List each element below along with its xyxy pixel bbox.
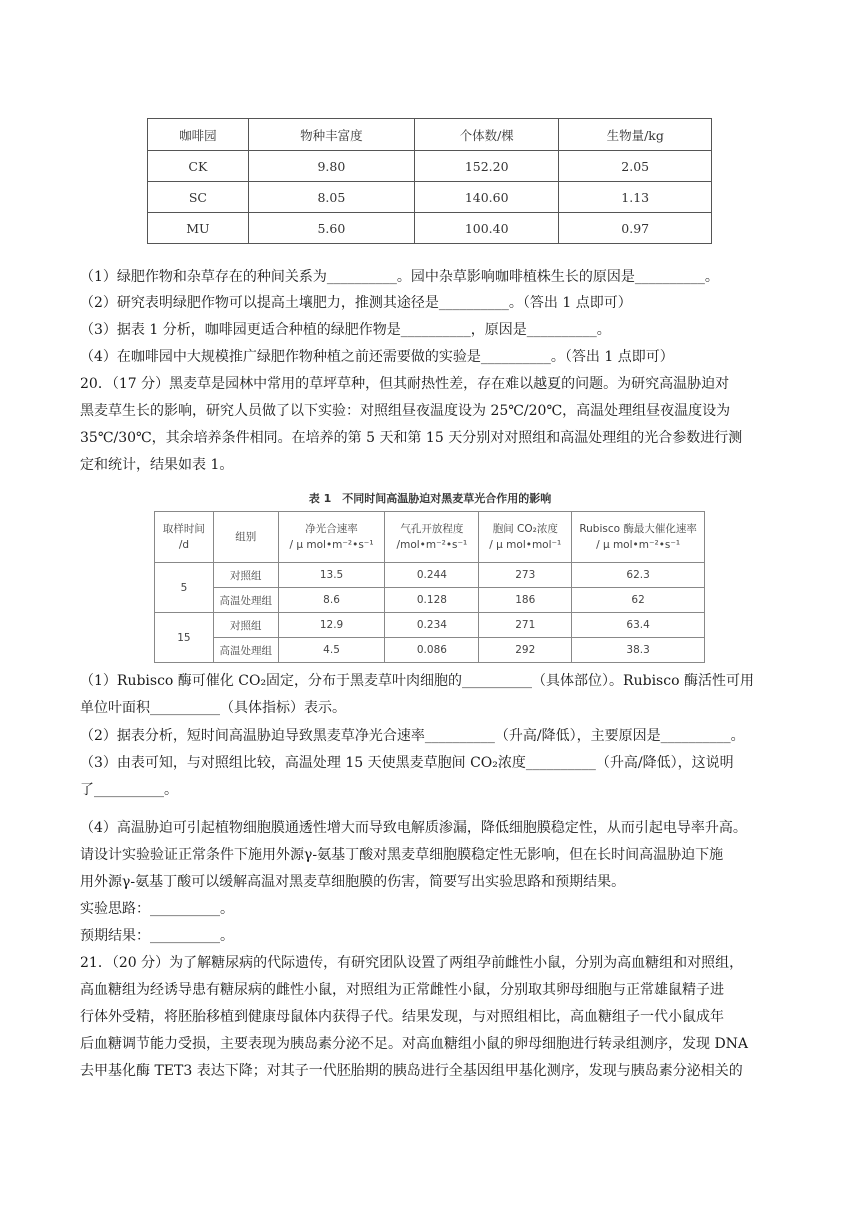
header-text: 胞间 CO₂浓度 (492, 523, 558, 535)
q20-sub3-line1: （3）由表可知，与对照组比较，高温处理 15 天使黑麦草胞间 CO₂浓度__________（升高/降低），这说明 (80, 755, 734, 771)
q20-sub4-line3: 用外源γ-氨基丁酸可以缓解高温对黑麦草细胞膜的伤害，简要写出实验思路和预期结果。 (80, 874, 626, 890)
table-header-cell: 组别 (213, 512, 278, 563)
table-header-row (148, 119, 712, 151)
table-cell: 0.97 (559, 213, 712, 244)
table-cell: 0.128 (385, 588, 479, 613)
q20-stem-line4: 定和统计，结果如表 1。 (80, 457, 234, 473)
table-cell: 5.60 (248, 213, 414, 244)
table-cell: 62 (572, 588, 705, 613)
table-header-cell (572, 512, 705, 563)
table-header-row (155, 512, 705, 563)
table-cell: MU (148, 213, 249, 244)
table-header-cell (155, 512, 214, 563)
table-header-cell: 咖啡园 (148, 119, 249, 151)
table-row (148, 213, 712, 244)
header-text: 净光合速率 (305, 523, 358, 535)
table-row (148, 182, 712, 213)
q20-sub1-line2: 单位叶面积__________（具体指标）表示。 (80, 700, 346, 716)
rye-grass-table (154, 511, 705, 663)
table-cell: 9.80 (248, 151, 414, 182)
q19-sub1: （1）绿肥作物和杂草存在的种间关系为__________。园中杂草影响咖啡植株生长的原因是__________。 (80, 269, 719, 285)
header-unit: /d (178, 539, 190, 551)
table-cell: 62.3 (572, 563, 705, 588)
table-cell: 2.05 (559, 151, 712, 182)
table-cell: 对照组 (213, 563, 278, 588)
table-cell: CK (148, 151, 249, 182)
header-text: Rubisco 酶最大催化速率 (579, 523, 697, 535)
header-text: 气孔开放程度 (400, 523, 464, 535)
table-cell: 273 (479, 563, 572, 588)
table-cell: 4.5 (278, 638, 385, 663)
table-cell: 8.05 (248, 182, 414, 213)
header-text: 取样时间 (162, 523, 205, 535)
q19-sub4: （4）在咖啡园中大规模推广绿肥作物种植之前还需要做的实验是__________。（答出 1 点即可） (80, 349, 674, 365)
table-row (148, 151, 712, 182)
header-unit: / μ mol•mol⁻¹ (489, 539, 562, 551)
q20-sub4-line5: 预期结果：__________。 (80, 928, 234, 944)
q20-sub2: （2）据表分析，短时间高温胁迫导致黑麦草净光合速率__________（升高/降低），主要原因是__________。 (80, 728, 745, 744)
q19-sub2: （2）研究表明绿肥作物可以提高土壤肥力，推测其途径是__________。（答出 1 点即可） (80, 295, 632, 311)
table-cell: 1.13 (559, 182, 712, 213)
q21-stem-line1: 21．（20 分）为了解糖尿病的代际遗传，有研究团队设置了两组孕前雌性小鼠，分别为高血糖组和对照组， (80, 955, 744, 971)
table-cell: 152.20 (414, 151, 558, 182)
table-header-cell (278, 512, 385, 563)
q21-stem-line4: 后血糖调节能力受损，主要表现为胰岛素分泌不足。对高血糖组小鼠的卵母细胞进行转录组测序，发现 DNA (80, 1036, 749, 1052)
table-cell: 高温处理组 (213, 638, 278, 663)
table-cell: 100.40 (414, 213, 558, 244)
table-cell: 38.3 (572, 638, 705, 663)
table-cell: 12.9 (278, 613, 385, 638)
day-cell: 15 (155, 613, 214, 663)
table-cell: 13.5 (278, 563, 385, 588)
table-cell: 0.244 (385, 563, 479, 588)
table-header-cell (385, 512, 479, 563)
q20-sub4-line4: 实验思路：__________。 (80, 901, 234, 917)
q20-sub3-line2: 了__________。 (80, 782, 178, 798)
q20-sub1-line1: （1）Rubisco 酶可催化 CO₂固定，分布于黑麦草叶肉细胞的__________（具体部位）。Rubisco 酶活性可用 (80, 673, 754, 689)
table-cell: 271 (479, 613, 572, 638)
table-header-cell: 生物量/kg (559, 119, 712, 151)
q20-stem-line1: 20．（17 分）黑麦草是园林中常用的草坪草种，但其耐热性差，存在难以越夏的问题。为研究高温胁迫对 (80, 376, 730, 392)
table-cell: 0.234 (385, 613, 479, 638)
table-cell: 对照组 (213, 613, 278, 638)
day-cell: 5 (155, 563, 214, 613)
q20-stem-line2: 黑麦草生长的影响，研究人员做了以下实验：对照组昼夜温度设为 25℃/20℃，高温处理组昼夜温度设为 (80, 403, 731, 419)
q21-stem-line5: 去甲基化酶 TET3 表达下降；对其子一代胚胎期的胰岛进行全基因组甲基化测序，发现与胰岛素分泌相关的 (80, 1063, 743, 1079)
table-row (155, 638, 705, 663)
q20-stem-line3: 35℃/30℃，其余培养条件相同。在培养的第 5 天和第 15 天分别对对照组和高温处理组的光合参数进行测 (80, 430, 743, 446)
table-header-cell (479, 512, 572, 563)
q21-stem-line2: 高血糖组为经诱导患有糖尿病的雌性小鼠，对照组为正常雌性小鼠，分别取其卵母细胞与正常雄鼠精子进 (80, 982, 724, 998)
table-cell: 186 (479, 588, 572, 613)
q21-stem-line3: 行体外受精，将胚胎移植到健康母鼠体内获得子代。结果发现，与对照组相比，高血糖组子一代小鼠成年 (80, 1009, 724, 1025)
table-row (155, 613, 705, 638)
table-cell: 63.4 (572, 613, 705, 638)
table-title: 表 1 不同时间高温胁迫对黑麦草光合作用的影响 (308, 492, 552, 505)
q20-sub4-line2: 请设计实验验证正常条件下施用外源γ-氨基丁酸对黑麦草细胞膜稳定性无影响，但在长时间高温胁迫下施 (80, 847, 724, 863)
table-cell: 140.60 (414, 182, 558, 213)
header-unit: / μ mol•m⁻²•s⁻¹ (289, 539, 374, 551)
table-cell: 8.6 (278, 588, 385, 613)
table-cell: 0.086 (385, 638, 479, 663)
coffee-garden-table (147, 118, 712, 244)
q20-sub4-line1: （4）高温胁迫可引起植物细胞膜通透性增大而导致电解质渗漏，降低细胞膜稳定性，从而引起电导率升高。 (80, 820, 747, 836)
table-header-cell: 个体数/棵 (414, 119, 558, 151)
table-header-cell: 物种丰富度 (248, 119, 414, 151)
table-row (155, 563, 705, 588)
q19-sub3: （3）据表 1 分析，咖啡园更适合种植的绿肥作物是__________，原因是__________。 (80, 322, 611, 338)
table-cell: 292 (479, 638, 572, 663)
table-row (155, 588, 705, 613)
header-unit: /mol•m⁻²•s⁻¹ (396, 539, 468, 551)
header-unit: / μ mol•m⁻²•s⁻¹ (596, 539, 681, 551)
table-cell: SC (148, 182, 249, 213)
table-cell: 高温处理组 (213, 588, 278, 613)
